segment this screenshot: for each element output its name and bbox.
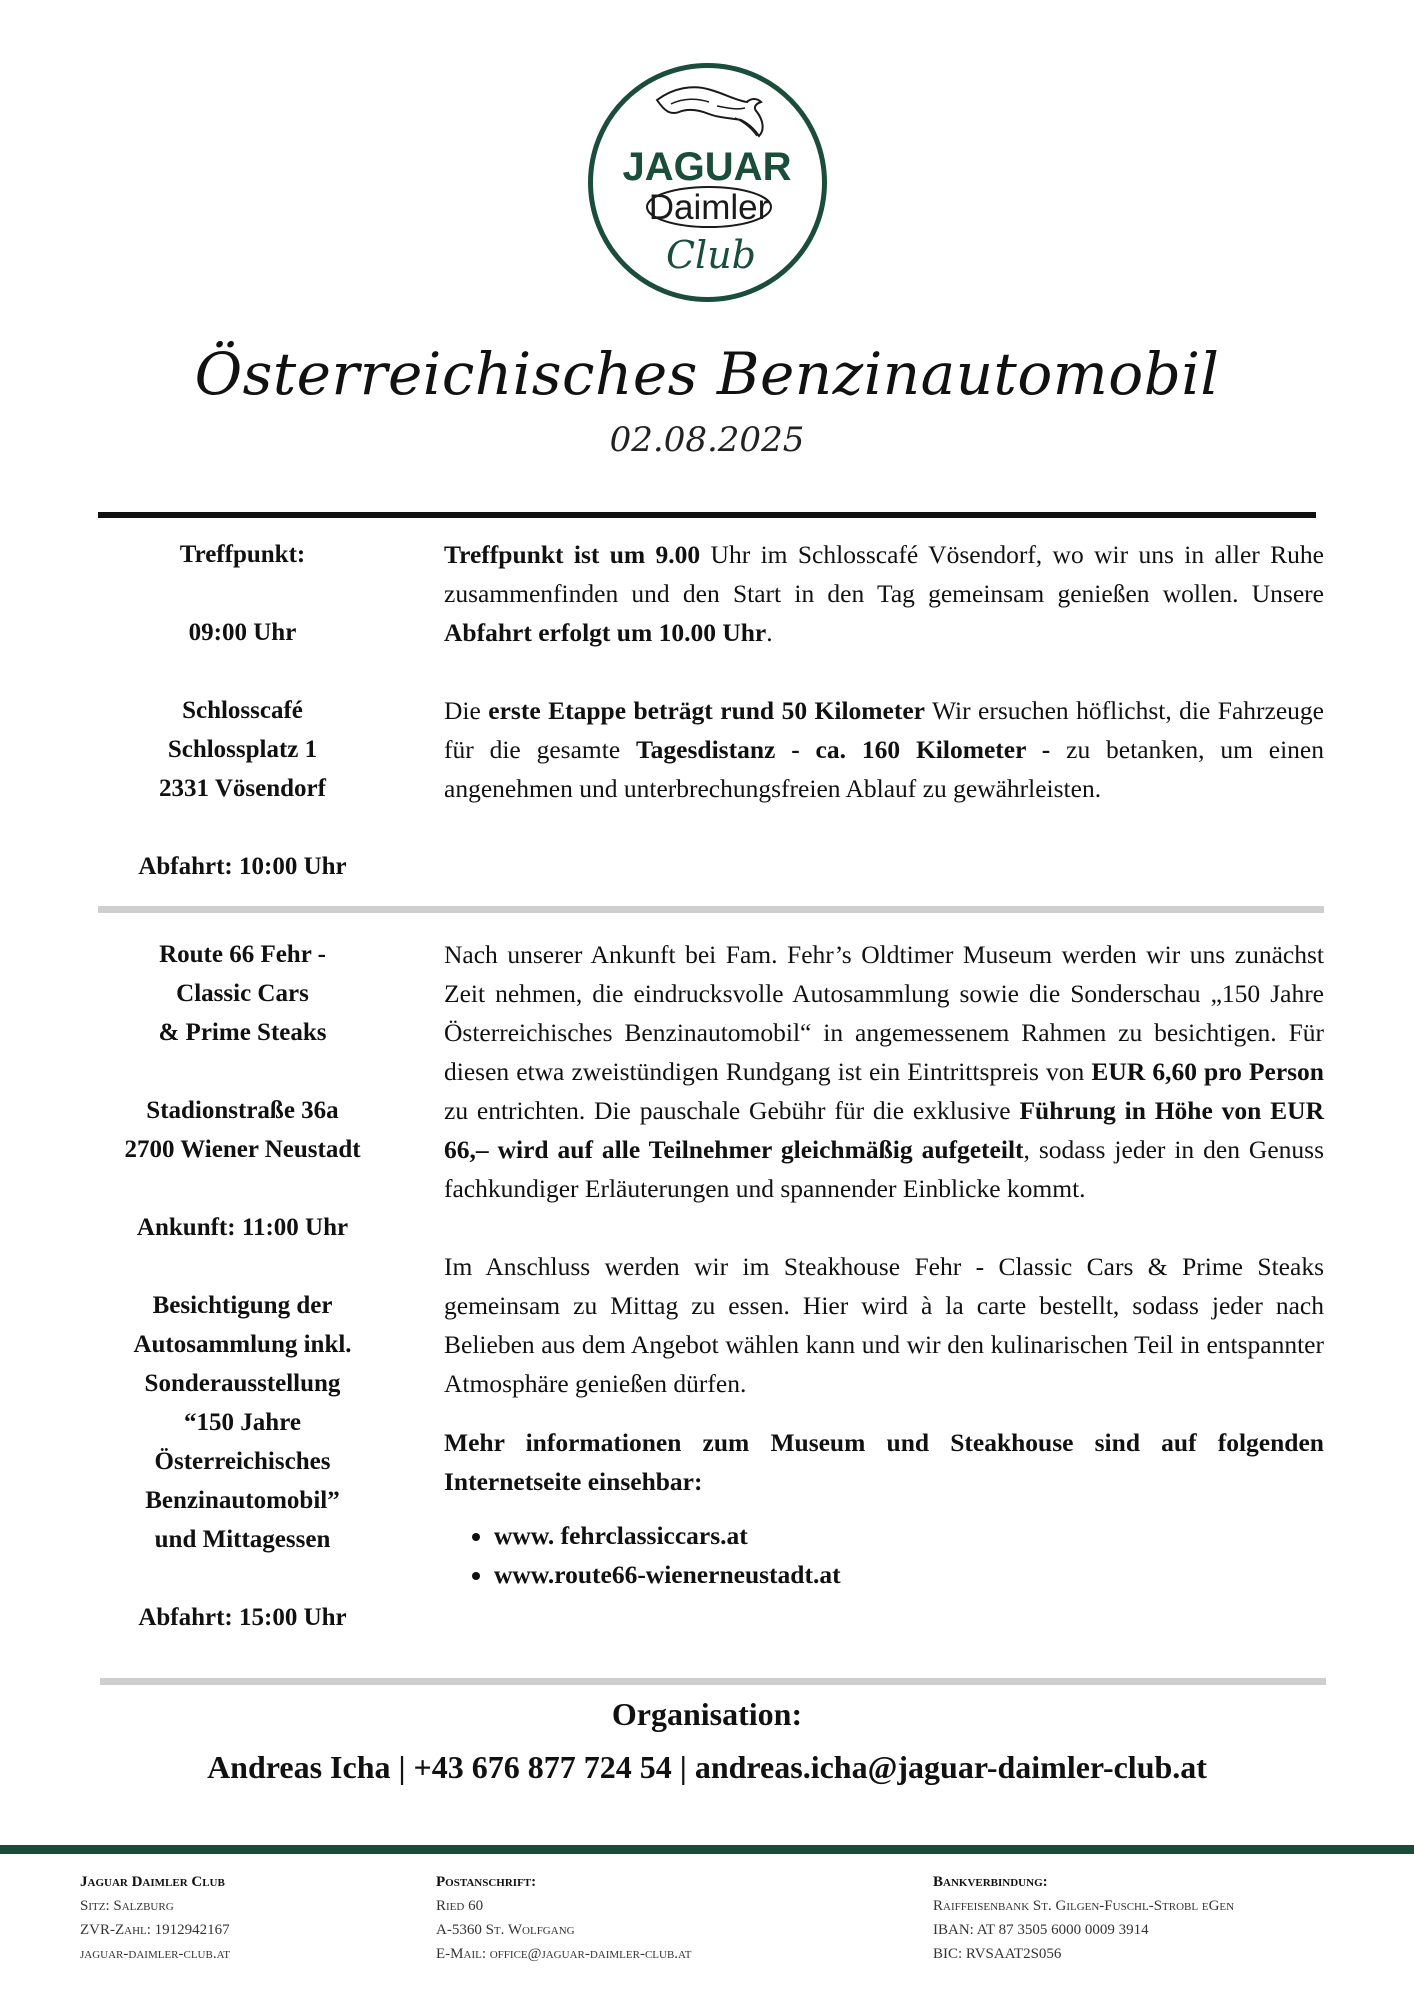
program-line: Benzinautomobil” [145, 1487, 340, 1514]
footer-postal-heading: Postanschrift: [436, 1874, 537, 1890]
footer-postal-street: Ried 60 [436, 1898, 484, 1914]
section2-left-column [95, 935, 390, 1637]
section1-left-column [95, 535, 390, 886]
program-line: und Mittagessen [154, 1526, 331, 1553]
meeting-text: Uhr im Schlosscafé Vösendorf, wo wir uns in aller Ruhe zusammenfinden und den Start in den Tag gemeinsam genießen wollen. Unsere [444, 540, 1324, 608]
link-list [444, 1516, 1324, 1594]
stage-text-2: Wir ersuchen höflichst, die Fahrzeuge für die gesamte [444, 696, 1324, 764]
footer-bank-heading: Bankverbindung: [933, 1874, 1048, 1890]
footer-postal-city: A-5360 St. Wolfgang [436, 1922, 575, 1938]
museum-paragraph [444, 935, 1324, 1208]
page-title: Österreichisches Benzinautomobil [194, 340, 1220, 408]
more-info-paragraph: Mehr informationen zum Museum und Steakhouse sind auf folgenden Internetseite einsehbar: [444, 1428, 1324, 1496]
program-line: Autosammlung inkl. [133, 1331, 352, 1358]
stage-paragraph [444, 691, 1324, 808]
program-line: Besichtigung der [152, 1292, 333, 1319]
footer-club-column [80, 1870, 230, 1966]
organisation-contact: Andreas Icha | +43 676 877 724 54 | andreas.icha@jaguar-daimler-club.at [207, 1749, 1207, 1785]
footer-club-seat: Sitz: Salzburg [80, 1898, 174, 1914]
tour-fee-bold: Führung in Höhe von EUR 66,– wird auf alle Teilnehmer gleichmäßig aufgeteilt [444, 1096, 1324, 1164]
program-line: Österreichisches [154, 1448, 331, 1475]
meeting-city: 2331 Vösendorf [159, 775, 326, 802]
stage-text-1: Die [444, 696, 489, 725]
stage-text-3: zu betanken, um einen angenehmen und unterbrechungsfreien Ablauf zu gewährleisten. [444, 735, 1324, 803]
museum-text-3: , sodass jeder in den Genuss fachkundiger Erläuterungen und spannender Einblicke kommt. [444, 1135, 1324, 1203]
footer-accent-bar [0, 1845, 1414, 1854]
link-fehrclassiccars[interactable]: • www. fehrclassiccars.at [494, 1516, 1324, 1555]
destination-city: 2700 Wiener Neustadt [124, 1136, 361, 1163]
divider-middle [98, 906, 1324, 913]
museum-text-2: zu entrichten. Die pauschale Gebühr für die exklusive [444, 1096, 1020, 1125]
program-line: Sonderausstellung [144, 1370, 341, 1397]
meeting-venue: Schlosscafé [182, 697, 303, 724]
footer-bank-bic: BIC: RVSAAT2S056 [933, 1946, 1062, 1962]
section1-right-column [444, 535, 1324, 808]
footer-club-website: jaguar-daimler-club.at [80, 1946, 231, 1962]
first-stage-bold: erste Etappe beträgt rund 50 Kilometer [488, 696, 925, 725]
day-distance-bold: Tagesdistanz - ca. 160 Kilometer - [636, 735, 1051, 764]
destination-street: Stadionstraße 36a [146, 1097, 339, 1124]
footer-club-name: Jaguar Daimler Club [80, 1874, 225, 1890]
event-date: 02.08.2025 [609, 420, 805, 460]
departure-time-1: Abfahrt: 10:00 Uhr [138, 853, 347, 880]
lunch-paragraph: Im Anschluss werden wir im Steakhouse Fehr - Classic Cars & Prime Steaks gemeinsam zu Mittag zu essen. Hier wird à la carte bestellt, sodass jeder nach Belieben aus dem Angebot wählen kann und wir den kulinarischen Teil in entspannter Atmosphäre genießen dürfen. [444, 1252, 1324, 1398]
arrival-time: Ankunft: 11:00 Uhr [136, 1214, 349, 1241]
footer-bank-column [933, 1870, 1234, 1966]
destination-venue-line: Route 66 Fehr - [159, 941, 326, 968]
museum-text-1: Nach unserer Ankunft bei Fam. Fehr’s Oldtimer Museum werden wir uns zunächst Zeit nehmen, die eindrucksvolle Autosammlung sowie die Sonderschau „150 Jahre Österreichisches Benzinautomobil“ in angemessenem Rahmen zu besichtigen. Für diesen etwa zweistündigen Rundgang ist ein Eintrittspreis von [444, 940, 1324, 1086]
logo-jaguar-text: JAGUAR [622, 145, 792, 189]
logo-club-text: Club [665, 233, 757, 277]
treffpunkt-label: Treffpunkt: [179, 541, 306, 568]
entry-fee-bold: EUR 6,60 pro Person [1091, 1057, 1324, 1086]
section2-right-column [444, 935, 1324, 1594]
footer-club-zvr: ZVR-Zahl: 1912942167 [80, 1922, 230, 1938]
meeting-time-bold: Treffpunkt ist um 9.00 [444, 540, 701, 569]
meeting-street: Schlossplatz 1 [167, 736, 318, 763]
meeting-paragraph [444, 535, 1324, 652]
footer-postal-column [436, 1870, 691, 1966]
divider-bottom [100, 1678, 1326, 1685]
footer-bank-iban: IBAN: AT 87 3505 6000 0009 3914 [933, 1922, 1149, 1938]
program-line: “150 Jahre [184, 1409, 301, 1436]
departure-time-2: Abfahrt: 15:00 Uhr [138, 1604, 347, 1631]
divider-top [98, 512, 1316, 518]
organisation-heading: Organisation: [611, 1696, 803, 1732]
logo-daimler-text: Daimler [648, 188, 770, 227]
link-route66[interactable]: • www.route66-wienerneustadt.at [494, 1555, 1324, 1594]
destination-venue-line: Classic Cars [176, 980, 309, 1007]
meeting-time: 09:00 Uhr [188, 619, 297, 646]
meeting-text-end: . [766, 618, 773, 647]
footer-postal-email: E-Mail: office@jaguar-daimler-club.at [436, 1946, 692, 1962]
destination-venue-line: & Prime Steaks [158, 1019, 327, 1046]
departure-bold: Abfahrt erfolgt um 10.00 Uhr [444, 618, 767, 647]
jaguar-daimler-club-logo [585, 60, 830, 305]
footer-bank-name: Raiffeisenbank St. Gilgen-Fuschl-Strobl eGen [933, 1898, 1235, 1914]
